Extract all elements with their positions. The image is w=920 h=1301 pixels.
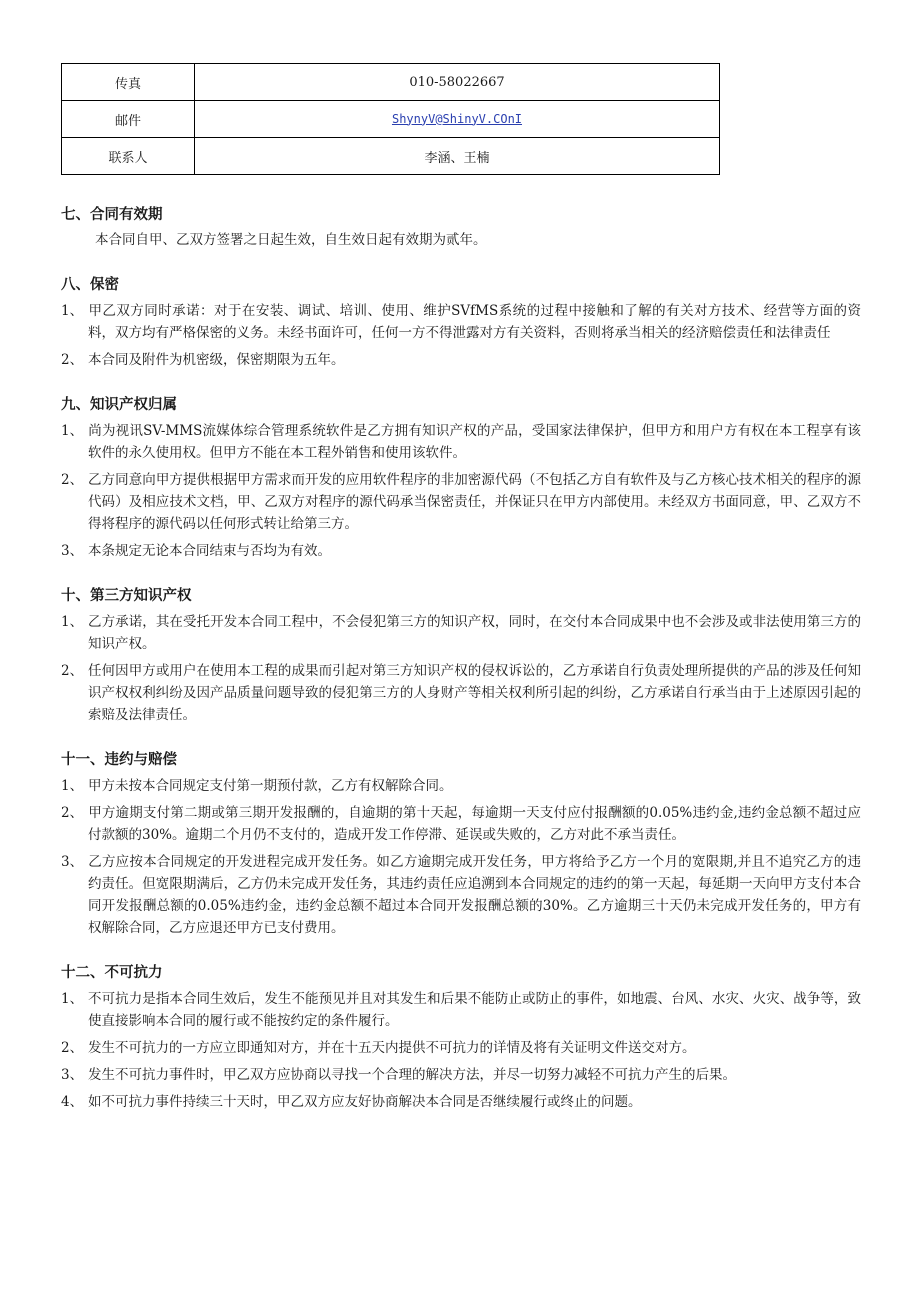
table-row [62,101,720,138]
item-number: 3、 [61,543,84,559]
contract-body [61,204,861,1136]
item-number: 2、 [61,805,84,821]
section-third-party-ip [61,585,861,726]
list-item [61,775,861,797]
list-item [61,540,861,562]
email-label: 邮件 [62,101,195,138]
section-heading: 七、合同有效期 [61,207,163,223]
section-heading: 八、保密 [61,277,119,293]
item-number: 2、 [61,472,84,488]
item-text: 甲乙双方同时承诺：对于在安装、调试、培训、使用、维护SVfMS系统的过程中接触和了解的有关对方技术、经营等方面的资料，双方均有严格保密的义务。未经书面许可，任何一方不得泄露对方有关资料，否则将承当相关的经济赔偿责任和法律责任 [88,303,861,341]
item-text: 发生不可抗力的一方应立即通知对方，并在十五天内提供不可抗力的详情及将有关证明文件送交对方。 [88,1040,696,1056]
section-paragraph: 本合同自甲、乙双方签署之日起生效，自生效日起有效期为贰年。 [95,232,487,248]
section-force-majeure [61,962,861,1113]
list-item [61,988,861,1032]
section-breach-compensation [61,749,861,939]
item-number: 1、 [61,614,84,630]
list-item [61,1091,861,1113]
item-number: 3、 [61,1067,84,1083]
section-heading: 十一、违约与赔偿 [61,752,177,768]
section-heading: 十二、不可抗力 [61,965,163,981]
list-item [61,1037,861,1059]
fax-label: 传真 [62,64,195,101]
item-text: 乙方同意向甲方提供根据甲方需求而开发的应用软件程序的非加密源代码（不包括乙方自有软件及与乙方核心技术相关的程序的源代码）及相应技术文档，甲、乙双方对程序的源代码承当保密责任，并保证只在甲方内部使用。未经双方书面同意，甲、乙双方不得将程序的源代码以任何形式转让给第三方。 [88,472,861,532]
item-text: 甲方未按本合同规定支付第一期预付款，乙方有权解除合同。 [88,778,453,794]
list-item [61,611,861,655]
item-text: 甲方逾期支付第二期或第三期开发报酬的，自逾期的第十天起，每逾期一天支付应付报酬额的0.05%违约金,违约金总额不超过应付款额的30%。逾期二个月仍不支付的，造成开发工作停滞、延误或失败的，乙方对此不承当责任。 [88,805,861,843]
item-text: 乙方应按本合同规定的开发进程完成开发任务。如乙方逾期完成开发任务，甲方将给予乙方一个月的宽限期,并且不追究乙方的违约责任。但宽限期满后，乙方仍未完成开发任务，其违约责任应追溯到本合同规定的违约的第一天起，每延期一天向甲方支付本合同开发报酬总额的0.05%违约金，违约金总额不超过本合同开发报酬总额的30%。乙方逾期三十天仍未完成开发任务的，甲方有权解除合同，乙方应退还甲方已支付费用。 [88,854,861,936]
fax-value: 010-58022667 [195,64,720,101]
item-text: 发生不可抗力事件时，甲乙双方应协商以寻找一个合理的解决方法，并尽一切努力减轻不可抗力产生的后果。 [88,1067,736,1083]
section-validity [61,204,861,251]
item-text: 任何因甲方或用户在使用本工程的成果而引起对第三方知识产权的侵权诉讼的，乙方承诺自行负责处理所提供的产品的涉及任何知识产权权利纠纷及因产品质量问题导致的侵犯第三方的人身财产等相关权利所引起的纠纷，乙方承诺自行承当由于上述原因引起的索赔及法律责任。 [88,663,861,723]
list-item [61,1064,861,1086]
contact-table [61,63,720,175]
section-heading: 十、第三方知识产权 [61,588,192,604]
item-text: 不可抗力是指本合同生效后，发生不能预见并且对其发生和后果不能防止或防止的事件，如地震、台风、水灾、火灾、战争等，致使直接影响本合同的履行或不能按约定的条件履行。 [88,991,861,1029]
item-text: 尚为视讯SV-MMS流媒体综合管理系统软件是乙方拥有知识产权的产品，受国家法律保护，但甲方和用户方有权在本工程享有该软件的永久使用权。但甲方不能在本工程外销售和使用该软件。 [88,423,861,461]
section-confidentiality [61,274,861,371]
email-cell [195,101,720,138]
item-number: 1、 [61,303,84,319]
item-number: 2、 [61,352,84,368]
list-item [61,851,861,939]
contact-person-label: 联系人 [62,138,195,175]
item-text: 本合同及附件为机密级，保密期限为五年。 [88,352,345,368]
item-number: 1、 [61,991,84,1007]
item-number: 1、 [61,423,84,439]
item-text: 如不可抗力事件持续三十天时，甲乙双方应友好协商解决本合同是否继续履行或终止的问题。 [88,1094,642,1110]
item-number: 2、 [61,1040,84,1056]
item-text: 乙方承诺，其在受托开发本合同工程中，不会侵犯第三方的知识产权，同时，在交付本合同成果中也不会涉及或非法使用第三方的知识产权。 [88,614,861,652]
table-row [62,64,720,101]
list-item [61,349,861,371]
section-ip-ownership [61,394,861,562]
section-heading: 九、知识产权归属 [61,397,177,413]
item-text: 本条规定无论本合同结束与否均为有效。 [88,543,331,559]
item-number: 2、 [61,663,84,679]
email-link[interactable]: ShynyV@ShinyV.COnI [391,111,523,126]
list-item [61,660,861,726]
list-item [61,802,861,846]
list-item [61,300,861,344]
contact-person-value: 李涵、王楠 [195,138,720,175]
item-number: 1、 [61,778,84,794]
list-item [61,469,861,535]
item-number: 4、 [61,1094,84,1110]
list-item [61,420,861,464]
table-row [62,138,720,175]
item-number: 3、 [61,854,84,870]
